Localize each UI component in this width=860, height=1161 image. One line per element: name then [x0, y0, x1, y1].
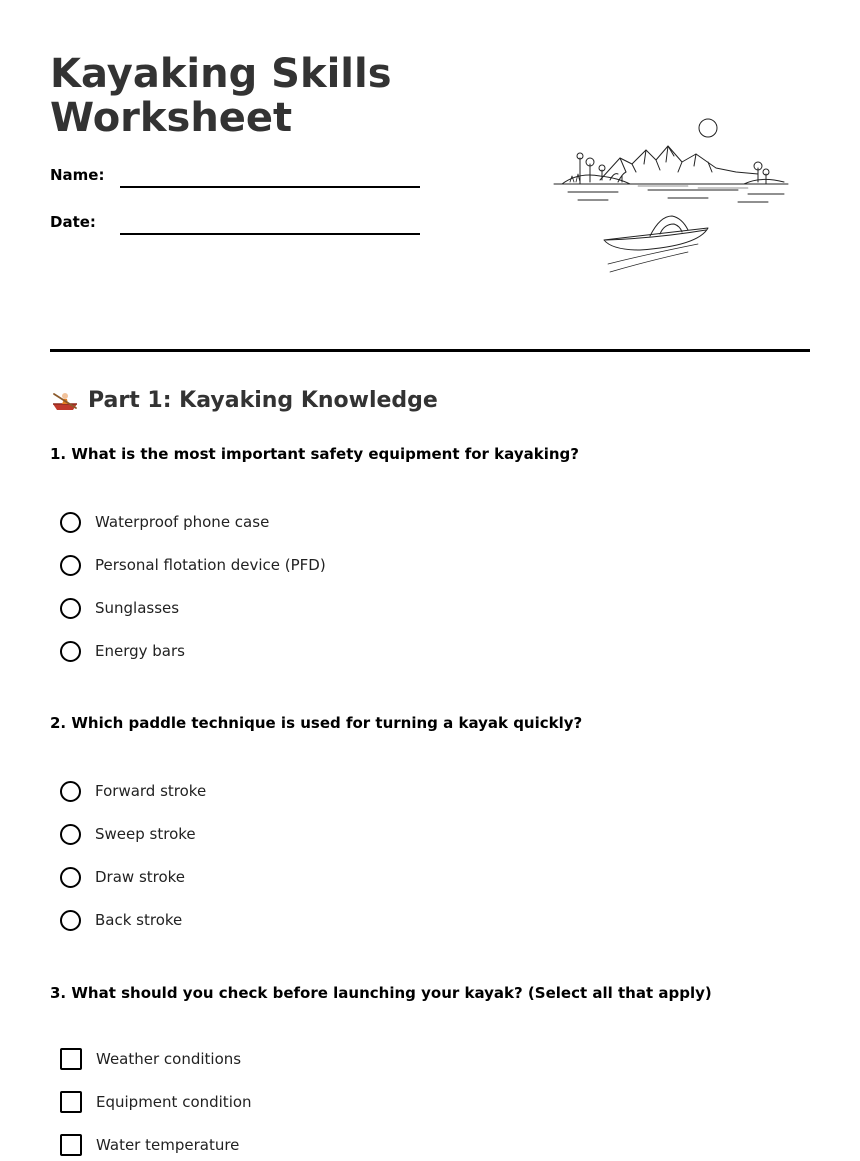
- checkbox[interactable]: [60, 1134, 82, 1156]
- section-divider: [50, 349, 810, 352]
- checkbox[interactable]: [60, 1091, 82, 1113]
- q1-option-4[interactable]: [60, 639, 185, 663]
- option-label: Forward stroke: [95, 782, 207, 800]
- option-label: Draw stroke: [95, 868, 186, 886]
- part1-heading: [50, 388, 438, 413]
- title-line-1: Kayaking Skills: [50, 51, 392, 97]
- radio-button[interactable]: [60, 512, 81, 533]
- name-field[interactable]: [120, 186, 420, 188]
- worksheet-title: [50, 52, 510, 140]
- option-label: Water temperature: [96, 1136, 240, 1154]
- option-label: Personal flotation device (PFD): [95, 556, 326, 574]
- kayak-lake-illustration: [548, 112, 792, 278]
- radio-button[interactable]: [60, 555, 81, 576]
- sun-icon: [699, 119, 717, 137]
- option-label: Equipment condition: [96, 1093, 252, 1111]
- mountain-range: [600, 146, 758, 180]
- q1-option-2[interactable]: [60, 553, 326, 577]
- q2-option-4[interactable]: [60, 908, 182, 932]
- radio-button[interactable]: [60, 867, 81, 888]
- q1-option-3[interactable]: [60, 596, 179, 620]
- part1-title: Part 1: Kayaking Knowledge: [88, 388, 438, 413]
- question-1: 1. What is the most important safety equipment for kayaking?: [50, 445, 579, 463]
- q3-option-2[interactable]: [60, 1090, 252, 1114]
- name-label: Name:: [50, 166, 105, 184]
- q1-option-1[interactable]: [60, 510, 269, 534]
- question-2: 2. Which paddle technique is used for turning a kayak quickly?: [50, 714, 583, 732]
- title-line-2: Worksheet: [50, 95, 293, 141]
- q2-option-1[interactable]: [60, 779, 206, 803]
- radio-button[interactable]: [60, 824, 81, 845]
- option-label: Energy bars: [95, 642, 185, 660]
- q3-option-3[interactable]: [60, 1133, 239, 1157]
- q2-option-3[interactable]: [60, 865, 185, 889]
- date-label: Date:: [50, 213, 96, 231]
- radio-button[interactable]: [60, 641, 81, 662]
- radio-button[interactable]: [60, 781, 81, 802]
- option-label: Sunglasses: [95, 599, 180, 617]
- option-label: Weather conditions: [96, 1050, 242, 1068]
- option-label: Back stroke: [95, 911, 183, 929]
- date-field[interactable]: [120, 233, 420, 235]
- q2-option-2[interactable]: [60, 822, 196, 846]
- rowboat-icon: [50, 390, 80, 412]
- checkbox[interactable]: [60, 1048, 82, 1070]
- radio-button[interactable]: [60, 598, 81, 619]
- question-3: 3. What should you check before launching your kayak? (Select all that apply): [50, 984, 712, 1002]
- q3-option-1[interactable]: [60, 1047, 241, 1071]
- option-label: Waterproof phone case: [95, 513, 270, 531]
- option-label: Sweep stroke: [95, 825, 196, 843]
- radio-button[interactable]: [60, 910, 81, 931]
